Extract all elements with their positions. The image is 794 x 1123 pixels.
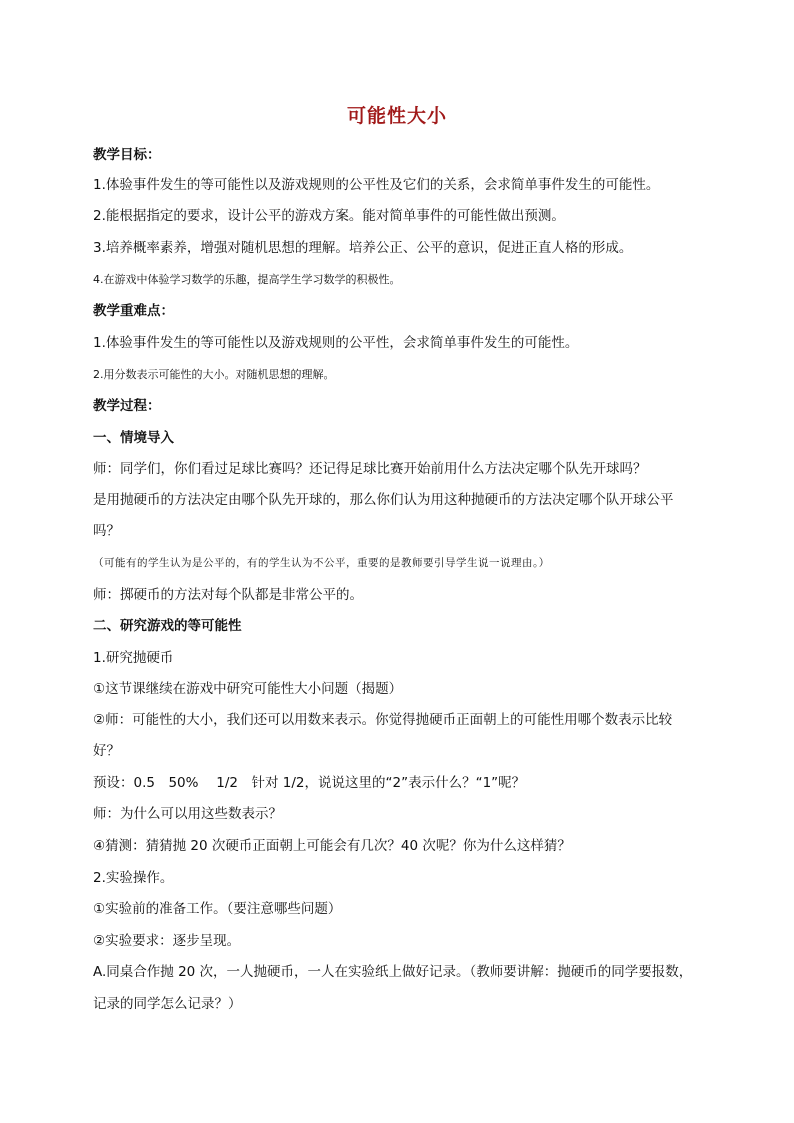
section-heading-key-points: 教学重难点：: [93, 303, 174, 319]
document-title: 可能性大小: [346, 105, 447, 127]
paragraph-line: ②师：可能性的大小，我们还可以用数来表示。你觉得抛硬币正面朝上的可能性用哪个数表示比较: [93, 712, 673, 728]
paragraph-line: 1.研究抛硬币: [93, 650, 174, 666]
paragraph-line: ④猜测：猜猜抛 20 次硬币正面朝上可能会有几次？40 次呢？你为什么这样猜？: [93, 838, 571, 854]
subheading-equal-possibility: 二、研究游戏的等可能性: [93, 618, 242, 634]
teacher-note: （可能有的学生认为是公平的，有的学生认为不公平，重要的是教师要引导学生说一说理由。）: [93, 557, 550, 569]
paragraph-line: 吗？: [93, 523, 120, 539]
objective-1: 1.体验事件发生的等可能性以及游戏规则的公平性及它们的关系，会求简单事件发生的可能性。: [93, 177, 660, 193]
paragraph-line: 好？: [93, 743, 120, 759]
paragraph-line: 师：为什么可以用这些数表示？: [93, 806, 282, 822]
objective-4: 4.在游戏中体验学习数学的乐趣，提高学生学习数学的积极性。: [93, 273, 401, 286]
key-point-1: 1.体验事件发生的等可能性以及游戏规则的公平性，会求简单事件发生的可能性。: [93, 335, 579, 351]
paragraph-line: ①这节课继续在游戏中研究可能性大小问题（揭题）: [93, 681, 403, 697]
paragraph-line: 是用抛硬币的方法决定由哪个队先开球的，那么你们认为用这种抛硬币的方法决定哪个队开球公平: [93, 492, 674, 508]
subheading-situation-intro: 一、情境导入: [93, 430, 174, 446]
paragraph-line: 师：同学们，你们看过足球比赛吗？还记得足球比赛开始前用什么方法决定哪个队先开球吗？: [93, 461, 647, 477]
paragraph-line: 2.实验操作。: [93, 870, 174, 886]
paragraph-line: ①实验前的准备工作。（要注意哪些问题）: [93, 901, 342, 917]
key-point-2: 2.用分数表示可能性的大小。对随机思想的理解。: [93, 368, 335, 381]
objective-2: 2.能根据指定的要求，设计公平的游戏方案。能对简单事件的可能性做出预测。: [93, 208, 565, 224]
paragraph-line: 记录的同学怎么记录？）: [93, 996, 242, 1012]
paragraph-line: 师：掷硬币的方法对每个队都是非常公平的。: [93, 587, 363, 603]
section-heading-objectives: 教学目标：: [93, 147, 161, 163]
section-heading-process: 教学过程：: [93, 398, 161, 414]
paragraph-line: 预设：0.5 50% 1/2 针对 1/2，说说这里的“2”表示什么？“1”呢？: [93, 775, 526, 791]
paragraph-line: ②实验要求：逐步呈现。: [93, 933, 241, 949]
objective-3: 3.培养概率素养，增强对随机思想的理解。培养公正、公平的意识，促进正直人格的形成。: [93, 240, 633, 256]
paragraph-line: A.同桌合作抛 20 次，一人抛硬币，一人在实验纸上做好记录。（教师要讲解：抛硬币的同学要报数，: [93, 964, 693, 980]
